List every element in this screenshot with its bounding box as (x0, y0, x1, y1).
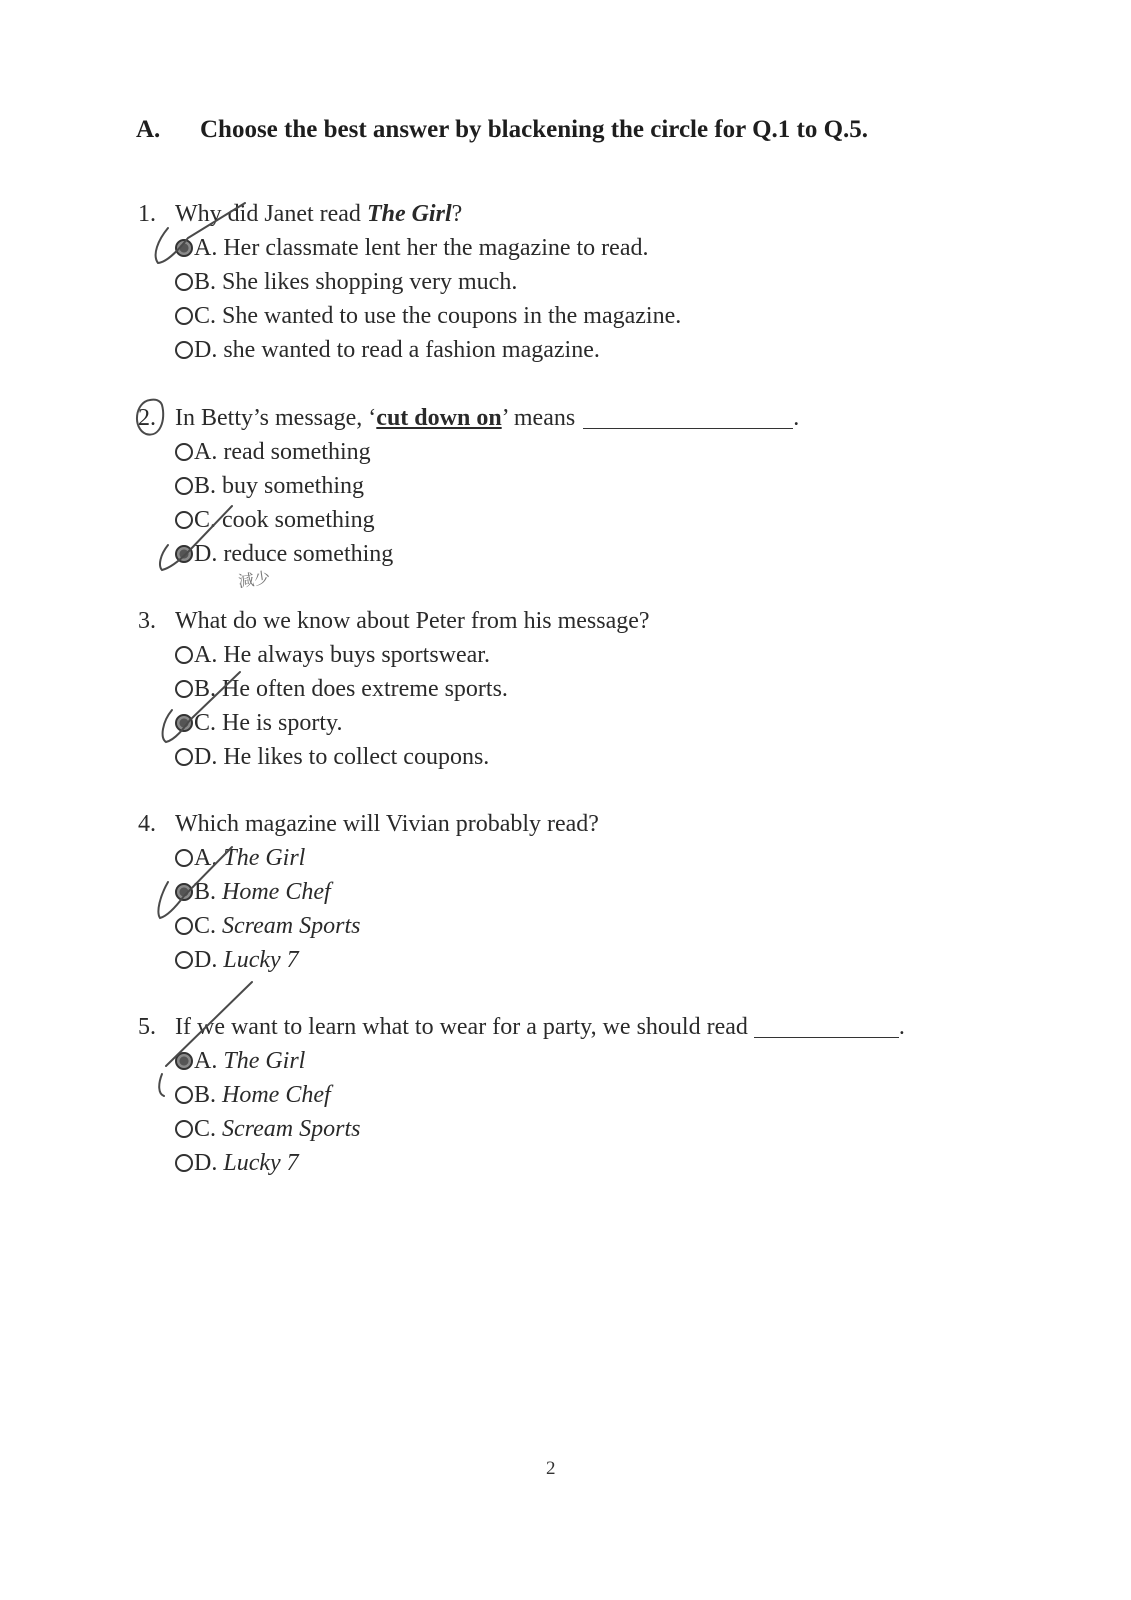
option-c[interactable] (138, 503, 799, 537)
question-1 (138, 197, 681, 367)
option-text: Scream Sports (222, 913, 361, 939)
stem-punct: . (898, 1014, 905, 1040)
stem-text: ’ means (501, 405, 576, 431)
question-stem (138, 401, 799, 435)
page-number: 2 (546, 1458, 556, 1479)
answer-bubble[interactable] (175, 443, 193, 461)
answer-bubble[interactable] (175, 273, 193, 291)
option-letter: B. (194, 473, 217, 499)
option-text: buy something (222, 473, 365, 499)
option-text: He likes to collect coupons. (223, 744, 490, 770)
question-number: 5. (138, 1014, 156, 1040)
option-text: She likes shopping very much. (222, 269, 518, 295)
option-letter: B. (194, 1082, 217, 1108)
option-a[interactable] (138, 1044, 905, 1078)
question-number: 2. (138, 405, 156, 431)
answer-bubble[interactable] (175, 477, 193, 495)
option-letter: D. (194, 1150, 218, 1176)
option-text: cook something (222, 507, 375, 533)
answer-bubble[interactable] (175, 1120, 193, 1138)
option-letter: A. (194, 845, 218, 871)
answer-bubble-filled[interactable] (175, 1052, 193, 1070)
option-d[interactable] (138, 1146, 905, 1180)
question-number: 1. (138, 201, 156, 227)
stem-text: In Betty’s message, ‘ (175, 405, 377, 431)
answer-bubble[interactable] (175, 951, 193, 969)
option-c[interactable] (138, 909, 599, 943)
answer-bubble-filled[interactable] (175, 883, 193, 901)
stem-punct: ? (451, 201, 463, 227)
option-letter: C. (194, 913, 217, 939)
option-text: She wanted to use the coupons in the magazine. (222, 303, 682, 329)
question-5 (138, 1010, 905, 1180)
answer-bubble[interactable] (175, 511, 193, 529)
answer-bubble-filled[interactable] (175, 714, 193, 732)
option-c[interactable] (138, 1112, 905, 1146)
stem-text: Why did Janet read (175, 201, 367, 227)
option-text: she wanted to read a fashion magazine. (223, 337, 600, 363)
option-letter: C. (194, 303, 217, 329)
handwritten-note: 減少 (236, 567, 272, 592)
option-letter: C. (194, 1116, 217, 1142)
answer-bubble-filled[interactable] (175, 545, 193, 563)
option-letter: D. (194, 337, 218, 363)
stem-text: If we want to learn what to wear for a party, we should read (175, 1014, 748, 1040)
keyword-phrase: cut down on (376, 405, 502, 431)
option-text: Lucky 7 (223, 947, 299, 973)
option-letter: B. (194, 269, 217, 295)
question-stem (138, 604, 650, 638)
option-letter: A. (194, 439, 218, 465)
question-4 (138, 807, 599, 977)
question-stem (138, 197, 681, 231)
stem-text: Which magazine will Vivian probably read? (175, 811, 599, 837)
option-text: Her classmate lent her the magazine to read. (223, 235, 649, 261)
option-d[interactable] (138, 943, 599, 977)
option-text: He always buys sportswear. (223, 642, 490, 668)
option-text: The Girl (223, 1048, 306, 1074)
option-letter: C. (194, 507, 217, 533)
option-a[interactable] (138, 841, 599, 875)
stem-text: What do we know about Peter from his message? (175, 608, 650, 634)
option-c[interactable] (138, 706, 650, 740)
option-letter: A. (194, 642, 218, 668)
option-letter: D. (194, 947, 218, 973)
option-b[interactable] (138, 1078, 905, 1112)
question-2 (138, 401, 799, 571)
option-b[interactable] (138, 672, 650, 706)
option-text: He is sporty. (222, 710, 343, 736)
option-letter: D. (194, 744, 218, 770)
option-c[interactable] (138, 299, 681, 333)
option-d[interactable] (138, 740, 650, 774)
option-text: Scream Sports (222, 1116, 361, 1142)
question-3 (138, 604, 650, 774)
option-a[interactable] (138, 435, 799, 469)
option-letter: B. (194, 676, 217, 702)
answer-bubble-filled[interactable] (175, 239, 193, 257)
stem-punct: . (793, 405, 800, 431)
option-b[interactable] (138, 469, 799, 503)
option-letter: A. (194, 235, 218, 261)
question-stem (138, 1010, 905, 1044)
answer-bubble[interactable] (175, 849, 193, 867)
answer-bubble[interactable] (175, 1154, 193, 1172)
question-stem (138, 807, 599, 841)
option-letter: A. (194, 1048, 218, 1074)
magazine-title: The Girl (366, 201, 452, 227)
answer-blank (754, 1013, 899, 1038)
option-text: read something (223, 439, 371, 465)
answer-bubble[interactable] (175, 646, 193, 664)
option-b[interactable] (138, 265, 681, 299)
option-text: Home Chef (222, 879, 331, 905)
answer-bubble[interactable] (175, 680, 193, 698)
option-letter: D. (194, 541, 218, 567)
option-d[interactable] (138, 333, 681, 367)
answer-bubble[interactable] (175, 307, 193, 325)
section-instruction (136, 116, 868, 144)
option-text: He often does extreme sports. (222, 676, 508, 702)
option-text: Lucky 7 (223, 1150, 299, 1176)
option-d[interactable] (138, 537, 799, 571)
option-letter: B. (194, 879, 217, 905)
option-text: reduce something (223, 541, 394, 567)
section-instruction-text: Choose the best answer by blackening the circle for Q.1 to Q.5. (200, 116, 869, 143)
answer-bubble[interactable] (175, 341, 193, 359)
option-a[interactable] (138, 638, 650, 672)
section-letter: A. (136, 116, 161, 143)
answer-blank (583, 404, 793, 429)
option-text: Home Chef (222, 1082, 331, 1108)
option-text: The Girl (223, 845, 306, 871)
question-number: 3. (138, 608, 156, 634)
answer-bubble[interactable] (175, 917, 193, 935)
question-number: 4. (138, 811, 156, 837)
option-b[interactable] (138, 875, 599, 909)
option-a[interactable] (138, 231, 681, 265)
option-letter: C. (194, 710, 217, 736)
answer-bubble[interactable] (175, 748, 193, 766)
answer-bubble[interactable] (175, 1086, 193, 1104)
